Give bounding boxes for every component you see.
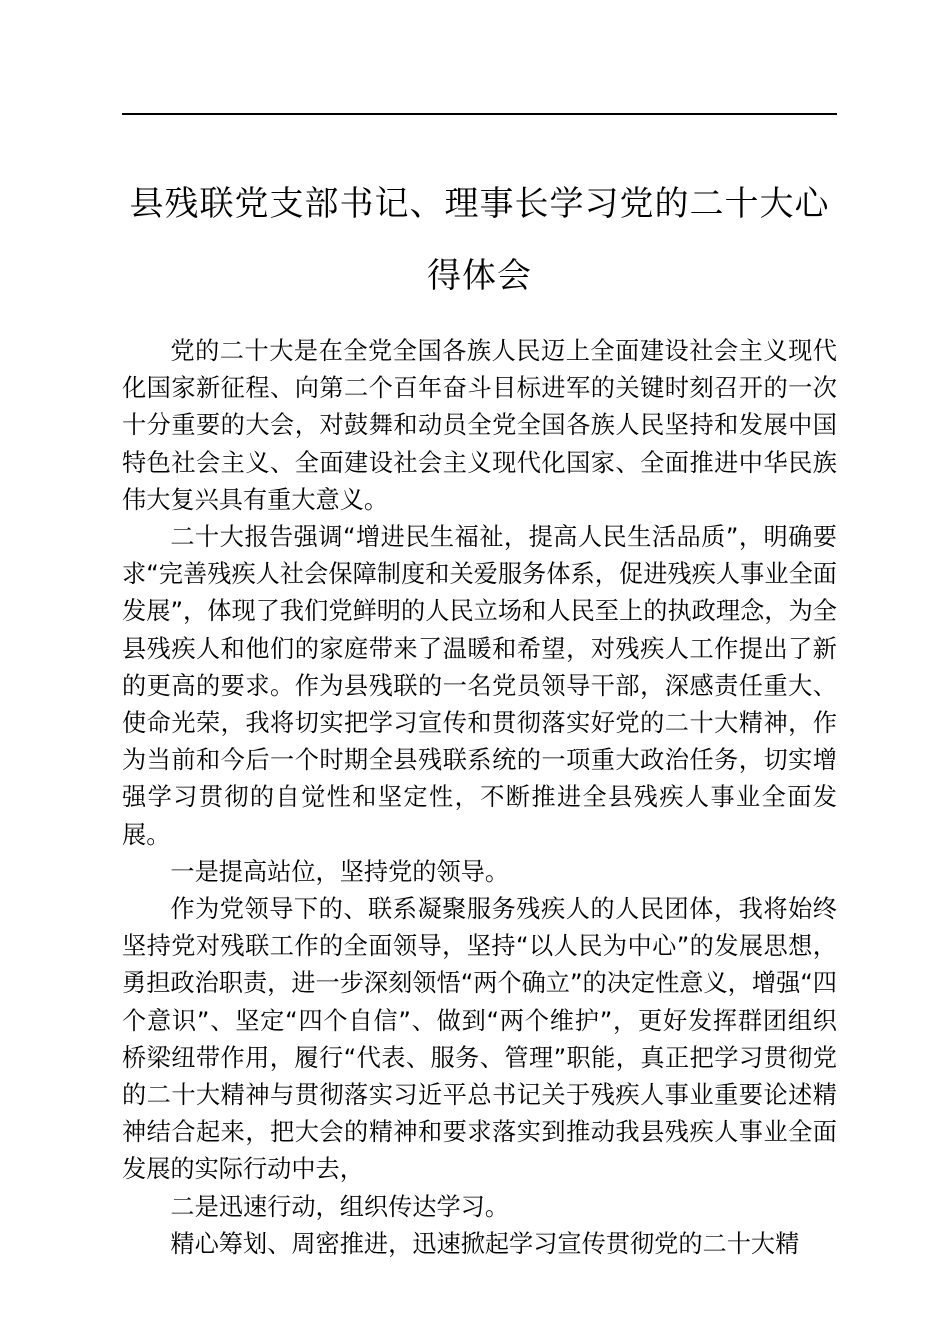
document-body <box>122 333 837 1263</box>
paragraph-heading-two: 二是迅速行动，组织传达学习。 <box>170 1192 510 1221</box>
header-rule <box>122 113 837 115</box>
paragraph-intro: 党的二十大是在全党全国各族人民迈上全面建设社会主义现代化国家新征程、向第二个百年奋斗目标进军的关键时刻召开的一次十分重要的大会，对鼓舞和动员全党全国各族人民坚持和发展中国特色社会主义、全面建设社会主义现代化国家、全面推进中华民族伟大复兴具有重大意义。 <box>122 337 837 514</box>
paragraph-report: 二十大报告强调“增进民生福祉，提高人民生活品质”，明确要求“完善残疾人社会保障制度和关爱服务体系，促进残疾人事业全面发展”，体现了我们党鲜明的人民立场和人民至上的执政理念，为全县残疾人和他们的家庭带来了温暖和希望，对残疾人工作提出了新的更高的要求。作为县残联的一名党员领导干部，深感责任重大、使命光荣，我将切实把学习宣传和贯彻落实好党的二十大精神，作为当前和今后一个时期全县残联系统的一项重大政治任务，切实增强学习贯彻的自觉性和坚定性，不断推进全县残疾人事业全面发展。 <box>122 523 837 849</box>
paragraph-heading-one: 一是提高站位，坚持党的领导。 <box>170 857 510 886</box>
paragraph-leadership: 作为党领导下的、联系凝聚服务残疾人的人民团体，我将始终坚持党对残联工作的全面领导，坚持“以人民为中心”的发展思想，勇担政治职责，进一步深刻领悟“两个确立”的决定性意义，增强“四个意识”、坚定“四个自信”、做到“两个维护”，更好发挥群团组织桥梁纽带作用，履行“代表、服务、管理”职能，真正把学习贯彻党的二十大精神与贯彻落实习近平总书记关于残疾人事业重要论述精神结合起来，把大会的精神和要求落实到推动我县残疾人事业全面发展的实际行动中去， <box>122 895 837 1184</box>
paragraph-action: 精心筹划、周密推进，迅速掀起学习宣传贯彻党的二十大精 <box>170 1229 800 1258</box>
document-title: 县残联党支部书记、理事长学习党的二十大心得体会 <box>129 184 830 296</box>
